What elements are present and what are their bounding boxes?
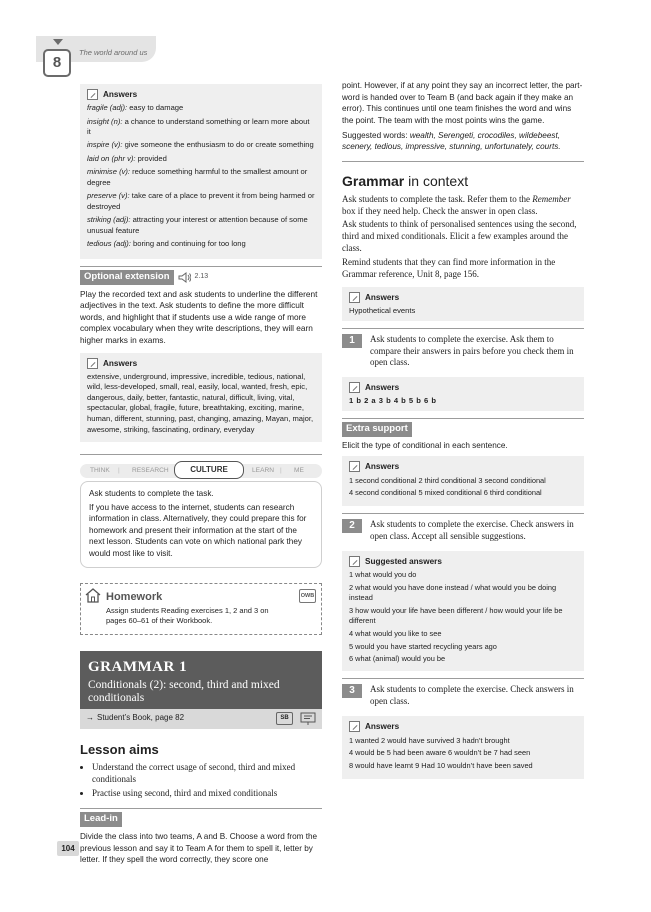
grammar-title: GRAMMAR 1 <box>88 659 188 676</box>
answers-icon <box>87 358 98 369</box>
unit-title: The world around us <box>79 48 148 57</box>
audio-track: 2.13 <box>194 273 209 281</box>
vocab-item <box>87 239 315 249</box>
culture-text-2: If you have access to the internet, students can research information in class. Alternatively, they could prepare this for homework and present their information at the start of the next lesson. Students can vote on which national park they would most like to visit. <box>89 502 307 558</box>
answers-icon <box>349 556 360 567</box>
vocab-term: fragile (adj): <box>87 103 128 113</box>
culture-text-1: Ask students to complete the task. <box>89 489 214 499</box>
answers-b-text: 1 b 2 a 3 b 4 b 5 b 6 b <box>349 395 436 405</box>
lesson-aims-list <box>80 762 322 800</box>
optional-extension-text: Play the recorded text and ask students to underline the different adjectives in the text. Ask students to define the more difficult words, and highlight that if students use a wide range of more complex vocabulary when they write descriptions, they will earn higher marks in exams. <box>80 288 318 345</box>
gic-paragraph-3: Remind students that they can find more information in the Grammar reference, Unit 8, page 156. <box>342 257 556 279</box>
gic-rest: in context <box>404 172 469 189</box>
answers-title: Answers <box>365 382 400 392</box>
optional-extension-label: Optional extension <box>80 270 174 285</box>
tab-arrow-icon <box>53 39 63 45</box>
gic-bold: Grammar <box>342 172 405 189</box>
sb-badge: SB <box>276 712 293 725</box>
vocab-item <box>87 167 315 188</box>
workbook-badge: OWB <box>299 589 316 603</box>
vocab-term: tedious (adj): <box>87 239 131 249</box>
answers-title: Answers <box>103 90 138 99</box>
lead-in-continued: point. However, if at any point they say an incorrect letter, the part-word is handed over to Team B (and back again if they make an error). This continues until one team finishes the word and wins the point. The team with the most points wins the game. <box>342 81 583 125</box>
gic-paragraph-2: Ask students to think of personalised sentences using the second, third and mixed conditionals. Elicit a few examples around the class. <box>342 219 577 254</box>
vocab-item <box>87 140 315 150</box>
skills-tab-bar: THINK | RESEARCH CULTURE LEARN | ME <box>80 464 322 478</box>
vocab-item <box>87 191 315 212</box>
answers-icon <box>87 89 98 100</box>
answers-title: Answers <box>365 461 400 471</box>
answers-title: Answers <box>103 358 138 368</box>
answers-icon <box>349 382 360 393</box>
vocab-definition: provided <box>135 153 167 163</box>
grammar-in-context-body <box>342 194 584 281</box>
vocab-definition: give someone the enthusiasm to do or create something <box>122 140 314 150</box>
page-number: 104 <box>57 841 79 856</box>
vocab-item <box>87 117 315 138</box>
gic-text: box if they need help. Check the answer in open class. <box>342 205 538 216</box>
homework-title: Homework <box>106 591 163 604</box>
exercise-3-text: Ask students to complete the exercise. Check answers in open class. <box>370 684 574 707</box>
house-icon <box>85 588 101 603</box>
answers-box-a <box>342 287 584 321</box>
homework-box <box>80 583 322 635</box>
answers-d-item: 2 what would you have done instead / what would you be doing instead <box>349 582 557 602</box>
answers-box-c <box>342 456 584 506</box>
answers-box-d <box>342 551 584 672</box>
vocab-definition: attracting your interest or attention because of some unusual feature <box>87 215 308 235</box>
culture-box <box>80 481 322 568</box>
answers-icon <box>349 292 360 303</box>
homework-text: Assign students Reading exercises 1, 2 and 3 on pages 60–61 of their Workbook. <box>106 606 269 626</box>
unit-number: 8 <box>43 49 71 77</box>
answers-box-vocabulary <box>80 84 322 259</box>
vocab-item <box>87 215 315 236</box>
answers-box-b <box>342 377 584 411</box>
answers-a-text: Hypothetical events <box>349 305 416 315</box>
lead-in-label: Lead-in <box>80 812 122 827</box>
extra-support-text: Elicit the type of conditional in each sentence. <box>342 440 508 450</box>
skills-tab-culture[interactable]: CULTURE <box>174 461 244 479</box>
vocab-term: laid on (phr v): <box>87 153 136 163</box>
students-book-ref[interactable]: Student’s Book, page 82 <box>97 713 185 723</box>
answers-box-adjectives <box>80 353 322 443</box>
gic-remember: Remember <box>532 193 571 204</box>
vocab-definition: a chance to understand something or learn more about it <box>87 116 310 136</box>
gic-text: Ask students to complete the task. Refer them to the <box>342 193 533 204</box>
answers-c-line: 1 second conditional 2 third conditional 3 second conditional <box>349 475 546 485</box>
lead-in-text: Divide the class into two teams, A and B. Choose a word from the previous lesson and say it to Team A for them to spell it, letter by letter. If they spell the word correctly, they score one <box>80 831 318 865</box>
arrow-right-icon: → <box>86 713 94 723</box>
vocab-term: inspire (v): <box>87 140 123 150</box>
grammar-ref-bar <box>80 709 322 729</box>
answers-title: Answers <box>365 292 400 302</box>
skills-tab-research[interactable]: RESEARCH <box>132 466 169 474</box>
answers-d-item: 5 would you have started recycling years ago <box>349 641 497 651</box>
vocab-list <box>87 103 315 250</box>
grammar-subtitle: Conditionals (2): second, third and mixed conditionals <box>88 678 280 705</box>
vocab-definition: easy to damage <box>127 103 184 113</box>
answers-title: Answers <box>365 721 400 731</box>
lesson-aims-title: Lesson aims <box>80 742 159 758</box>
right-column <box>342 80 584 779</box>
exercise-2-text: Ask students to complete the exercise. Check answers in open class. Accept all sensible suggestions. <box>370 519 574 541</box>
answers-e-line: 1 wanted 2 would have survived 3 hadn’t brought <box>349 735 510 745</box>
exercise-3-number: 3 <box>342 684 362 698</box>
vocab-term: minimise (v): <box>87 167 131 177</box>
exercise-2-number: 2 <box>342 519 362 533</box>
answers-e-line: 4 would be 5 had been aware 6 wouldn’t be 7 had seen <box>349 748 531 758</box>
skills-tab-learn[interactable]: LEARN <box>252 466 274 474</box>
adjectives-answers: extensive, underground, impressive, incredible, tedious, national, wild, less-developed, small, real, easily, local, wanted, fresh, epic, dangerous, daily, better, fantastic, natural, difficult, living, vital, spectacular, global, fragile, future, breathtaking, exciting, marine, human, different, stunning, past, changing, amazing, Mayan, major, awesome, striking, fascinating, ordinary, everyday <box>87 371 314 434</box>
vocab-term: striking (adj): <box>87 215 131 225</box>
answers-d-item: 4 what would you like to see <box>349 628 442 638</box>
suggested-words-list: wealth, Serengeti, crocodiles, wildebeest, scenery, tedious, impressive, stunning, unfortunately, courts. <box>342 130 561 152</box>
vocab-definition: reduce something harmful to the smallest amount or degree <box>87 167 308 187</box>
vocab-term: preserve (v): <box>87 191 130 201</box>
audio-speaker-icon[interactable] <box>178 272 191 283</box>
grammar-banner <box>80 651 322 709</box>
exercise-1-number: 1 <box>342 334 362 348</box>
exercise-1-text: Ask students to complete the exercise. Ask them to compare their answers in pairs before you check them in open class. <box>370 333 574 368</box>
extra-support-label: Extra support <box>342 422 412 437</box>
exercise-3 <box>342 684 584 709</box>
answers-d-item: 3 how would your life have been different / how would your life be different <box>349 605 563 625</box>
skills-tab-think[interactable]: THINK <box>90 466 110 474</box>
answers-title: Suggested answers <box>365 556 442 566</box>
exercise-1 <box>342 334 584 371</box>
answers-icon <box>349 721 360 732</box>
answers-c-line: 4 second conditional 5 mixed conditional 6 third conditional <box>349 488 542 498</box>
lesson-aim-item: • Practise using second, third and mixed conditionals <box>92 788 322 800</box>
answers-box-e <box>342 716 584 779</box>
exercise-2 <box>342 519 584 544</box>
suggested-words-label: Suggested words: <box>342 130 410 140</box>
vocab-definition: take care of a place to prevent it from being harmed or destroyed <box>87 191 315 211</box>
left-column <box>80 84 322 868</box>
vocab-item <box>87 103 315 113</box>
answers-e-line: 8 would have learnt 9 Had 10 wouldn’t have been saved <box>349 761 533 771</box>
answers-d-item: 6 what (animal) would you be <box>349 654 446 664</box>
skills-tab-me[interactable]: ME <box>294 466 304 474</box>
grammar-in-context-heading <box>342 172 584 191</box>
vocab-term: insight (n): <box>87 116 123 126</box>
vocab-item <box>87 154 315 164</box>
lesson-aim-item: • Understand the correct usage of second, third and mixed conditionals <box>92 762 322 785</box>
suggested-words <box>342 130 584 153</box>
answers-icon <box>349 461 360 472</box>
vocab-definition: boring and continuing for too long <box>130 239 246 249</box>
presentation-icon[interactable] <box>300 712 316 726</box>
answers-d-item: 1 what would you do <box>349 569 417 579</box>
